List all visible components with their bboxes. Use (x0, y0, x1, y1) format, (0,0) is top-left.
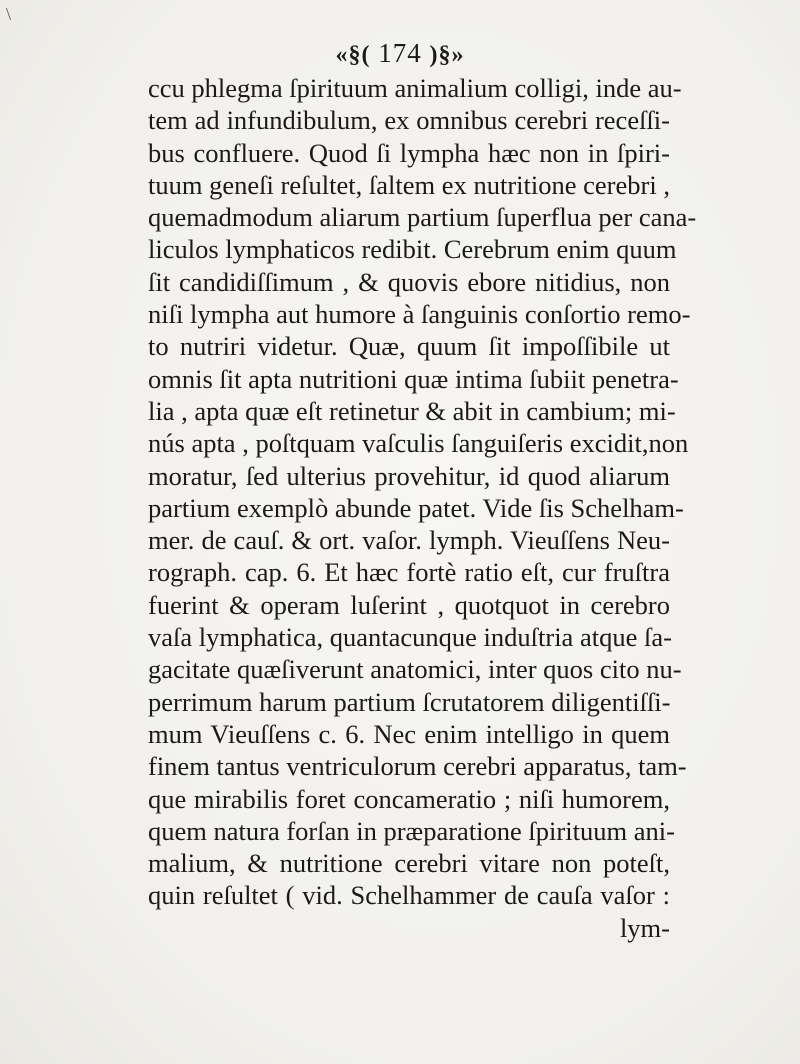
text-line: moratur, ſed ulterius provehitur, id quod aliarum (148, 460, 670, 491)
text-line: bus confluere. Quod ſi lympha hæc non in ſpiri- (148, 137, 670, 168)
text-line: vaſa lymphatica, quantacunque induſtria atque ſa- (148, 622, 672, 653)
text-line: to nutriri videtur. Quæ, quum ſit impoſſibile ut (148, 331, 670, 362)
text-line: finem tantus ventriculorum cerebri apparatus, tam- (148, 751, 687, 782)
text-line: fuerint & operam luſerint , quotquot in cerebro (148, 589, 670, 620)
body-text (148, 72, 697, 944)
text-line: nús apta , poſtquam vaſculis ſanguiſeris excidit,non (148, 428, 689, 459)
text-line: rograph. cap. 6. Et hæc fortè ratio eſt, cur fruſtra (148, 557, 670, 588)
page-header (0, 38, 800, 69)
text-line: tem ad infundibulum, ex omnibus cerebri receſſi- (148, 105, 670, 136)
text-line: quin reſultet ( vid. Schelhammer de cauſa vaſor : (148, 880, 670, 911)
text-line: lym- (619, 912, 670, 943)
corner-mark: \ (6, 4, 12, 24)
text-line: omnis ſit apta nutritioni quæ intima ſubiit penetra- (148, 363, 679, 394)
text-line: quemadmodum aliarum partium ſuperflua per cana- (148, 202, 697, 233)
text-line: perrimum harum partium ſcrutatorem diligentiſſi- (148, 686, 671, 717)
text-line: liculos lymphaticos redibit. Cerebrum enim quum (148, 234, 677, 265)
text-line: que mirabilis foret concameratio ; niſi humorem, (148, 783, 670, 814)
text-line: tuum geneſi reſultet, ſaltem ex nutritione cerebri , (148, 169, 670, 200)
text-line: mer. de cauſ. & ort. vaſor. lymph. Vieuſſens Neu- (148, 525, 670, 556)
text-line: mum Vieuſſens c. 6. Nec enim intelligo in quem (148, 718, 670, 749)
right-ornament: )§» (429, 42, 465, 68)
text-line: malium, & nutritione cerebri vitare non poteſt, (148, 848, 670, 879)
text-line: ſit candidiſſimum , & quovis ebore nitidius, non (148, 266, 670, 297)
text-line: partium exemplò abunde patet. Vide ſis Schelham- (148, 492, 684, 523)
text-line: niſi lympha aut humore à ſanguinis conſortio remo- (148, 299, 691, 330)
text-line: gacitate quæſiverunt anatomici, inter quos cito nu- (148, 654, 682, 685)
text-line: ccu phlegma ſpirituum animalium colligi, inde au- (148, 73, 682, 103)
text-line: lia , apta quæ eſt retinetur & abit in cambium; mi- (148, 395, 676, 426)
page-number: 174 (378, 38, 422, 68)
left-ornament: «§( (335, 42, 371, 68)
text-line: quem natura forſan in præparatione ſpirituum ani- (148, 815, 675, 846)
